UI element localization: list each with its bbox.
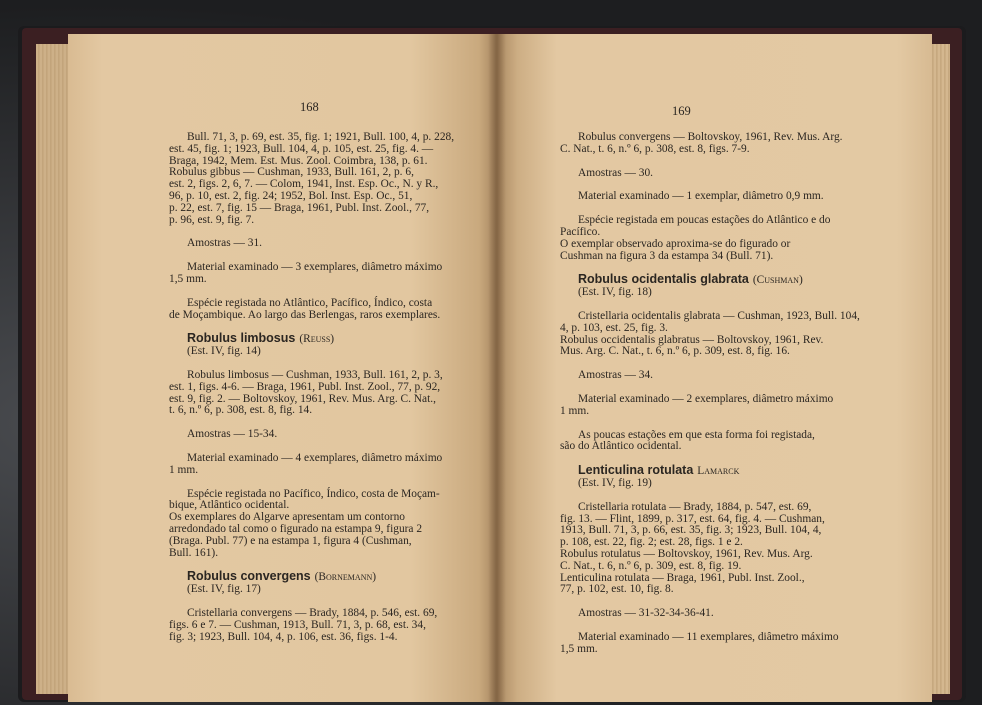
text-line: est. 1, figs. 4-6. — Braga, 1961, Publ. Inst. Zool., 77, p. 92,	[169, 380, 441, 393]
page-edges-left	[36, 44, 70, 694]
text-line: Os exemplares do Algarve apresentam um contorno	[169, 511, 405, 524]
text-line: Material examinado — 2 exemplares, diâmetro máximo	[578, 392, 834, 405]
text-line: Amostras — 30.	[578, 166, 653, 179]
text-line: Material examinado — 11 exemplares, diâmetro máximo	[578, 630, 839, 643]
text-line: bique, Atlântico ocidental.	[169, 499, 290, 512]
text-line: figs. 6 e 7. — Cushman, 1913, Bull. 71, 3, p. 68, est. 34,	[169, 618, 426, 631]
text-line: Cristellaria convergens — Brady, 1884, p. 546, est. 69,	[187, 606, 438, 619]
text-paragraph	[169, 429, 479, 441]
text-paragraph	[560, 215, 902, 262]
page-number: 169	[672, 104, 691, 118]
plate-reference: (Est. IV, fig. 14)	[187, 345, 261, 358]
text-paragraph	[560, 168, 902, 180]
text-line: Pacífico.	[560, 225, 601, 238]
text-line: p. 96, est. 9, fig. 7.	[169, 213, 255, 226]
text-line: Lenticulina rotulata — Braga, 1961, Publ. Inst. Zool.,	[560, 571, 805, 584]
text-line: Bull. 161).	[169, 546, 219, 559]
text-paragraph	[169, 453, 479, 477]
text-line: 1 mm.	[560, 404, 590, 417]
left-page-body	[169, 132, 479, 643]
text-line: Robulus rotulatus — Boltovskoy, 1961, Rev. Mus. Arg.	[560, 547, 813, 560]
text-line: C. Nat., t. 6, n.º 6, p. 308, est. 8, figs. 7-9.	[560, 142, 750, 155]
text-line: As poucas estações em que esta forma foi registada,	[578, 428, 815, 441]
text-line: Robulus occidentalis glabratus — Boltovskoy, 1961, Rev.	[560, 333, 824, 346]
text-paragraph	[560, 430, 902, 454]
text-paragraph	[169, 370, 479, 417]
text-line: p. 108, est. 22, fig. 2; est. 28, figs. 1 e 2.	[560, 536, 743, 549]
plate-reference: (Est. IV, fig. 19)	[578, 476, 652, 489]
species-name: Robulus convergens	[187, 569, 311, 584]
species-author: (Bornemann)	[314, 571, 377, 584]
text-line: Material examinado — 3 exemplares, diâmetro máximo	[187, 261, 443, 274]
text-line: arredondado tal como o figurado na estampa 9, figura 2	[169, 522, 423, 535]
text-line: fig. 3; 1923, Bull. 104, 4, p. 106, est. 36, figs. 1-4.	[169, 630, 398, 643]
text-paragraph	[560, 502, 902, 596]
text-line: de Moçambique. Ao largo das Berlengas, raros exemplares.	[169, 308, 441, 321]
text-line: est. 2, figs. 2, 6, 7. — Colom, 1941, Inst. Esp. Oc., N. y R.,	[169, 178, 439, 191]
text-line: são do Atlântico ocidental.	[560, 440, 682, 453]
text-line: Amostras — 31.	[187, 237, 262, 250]
text-line: Cristellaria rotulata — Brady, 1884, p. 547, est. 69,	[578, 500, 812, 513]
text-paragraph	[169, 262, 479, 286]
text-line: Mus. Arg. C. Nat., t. 6, n.º 6, p. 309, est. 8, fig. 16.	[560, 345, 790, 358]
text-line: 1,5 mm.	[169, 272, 207, 285]
page-edges-right	[930, 44, 950, 694]
text-paragraph	[560, 632, 902, 656]
text-line: est. 9, fig. 2. — Boltovskoy, 1961, Rev. Mus. Arg. C. Nat.,	[169, 392, 436, 405]
text-line: Cushman na figura 3 da estampa 34 (Bull. 71).	[560, 249, 774, 262]
text-line: 77, p. 102, est. 10, fig. 8.	[560, 583, 674, 596]
species-name: Lenticulina rotulata	[578, 463, 694, 478]
text-paragraph	[169, 238, 479, 250]
right-page	[496, 34, 932, 702]
text-line: O exemplar observado aproxima-se do figurado or	[560, 237, 791, 250]
text-line: 1913, Bull. 71, 3, p. 66, est. 35, fig. 3; 1923, Bull. 104, 4,	[560, 524, 822, 537]
text-line: Cristellaria ocidentalis glabrata — Cushman, 1923, Bull. 104,	[578, 309, 860, 322]
text-paragraph	[560, 132, 902, 156]
text-line: Bull. 71, 3, p. 69, est. 35, fig. 1; 1921, Bull. 100, 4, p. 228,	[187, 131, 455, 143]
text-line: Amostras — 34.	[578, 369, 653, 382]
page-number: 168	[300, 100, 319, 114]
text-line: Braga, 1942, Mem. Est. Mus. Zool. Coimbra, 138, p. 61.	[169, 154, 428, 167]
text-line: 1,5 mm.	[560, 642, 598, 655]
text-line: Material examinado — 1 exemplar, diâmetro 0,9 mm.	[578, 190, 824, 203]
text-line: 96, p. 10, est. 2, fig. 24; 1952, Bol. Inst. Esp. Oc., 51,	[169, 189, 413, 202]
species-author: (Reuss)	[299, 333, 335, 346]
text-line: Espécie registada no Atlântico, Pacífico, Índico, costa	[187, 296, 433, 309]
plate-reference: (Est. IV, fig. 18)	[578, 286, 652, 299]
text-line: p. 22, est. 7, fig. 15 — Braga, 1961, Publ. Inst. Zool., 77,	[169, 201, 430, 214]
text-line: Material examinado — 4 exemplares, diâmetro máximo	[187, 451, 443, 464]
text-paragraph	[169, 608, 479, 643]
text-line: Espécie registada no Pacífico, Índico, costa de Moçam-	[187, 487, 440, 500]
text-paragraph	[169, 132, 479, 226]
text-line: est. 45, fig. 1; 1923, Bull. 104, 4, p. 105, est. 25, fig. 4. —	[169, 142, 434, 155]
plate-reference: (Est. IV, fig. 17)	[187, 583, 261, 596]
text-line: Robulus gibbus — Cushman, 1933, Bull. 161, 2, p. 6,	[169, 166, 414, 179]
text-line: C. Nat., t. 6, n.º 6, p. 309, est. 8, fig. 19.	[560, 559, 742, 572]
text-line: t. 6, n.º 6, p. 308, est. 8, fig. 14.	[169, 404, 313, 417]
text-paragraph	[560, 608, 902, 620]
text-line: Amostras — 31-32-34-36-41.	[578, 607, 714, 620]
species-name: Robulus ocidentalis glabrata	[578, 272, 749, 287]
text-line: 4, p. 103, est. 25, fig. 3.	[560, 321, 668, 334]
text-line: Robulus convergens — Boltovskoy, 1961, Rev. Mus. Arg.	[578, 131, 843, 143]
left-page	[68, 34, 496, 702]
text-line: 1 mm.	[169, 463, 199, 476]
text-paragraph	[169, 298, 479, 322]
book-gutter	[488, 34, 506, 702]
text-line: (Braga. Publ. 77) e na estampa 1, figura 4 (Cushman,	[169, 534, 412, 547]
species-name: Robulus limbosus	[187, 331, 296, 346]
text-line: Espécie registada em poucas estações do Atlântico e do	[578, 214, 831, 227]
text-line: Robulus limbosus — Cushman, 1933, Bull. 161, 2, p. 3,	[187, 368, 443, 381]
text-paragraph	[560, 370, 902, 382]
text-line: Amostras — 15-34.	[187, 428, 278, 441]
text-line: fig. 13. — Flint, 1899, p. 317, est. 64, fig. 4. — Cushman,	[560, 512, 825, 525]
text-paragraph	[560, 311, 902, 358]
text-paragraph	[560, 191, 902, 203]
right-page-body	[560, 132, 902, 656]
species-author: Lamarck	[697, 465, 740, 478]
text-paragraph	[169, 489, 479, 560]
species-author: (Cushman)	[752, 274, 803, 287]
text-paragraph	[560, 394, 902, 418]
